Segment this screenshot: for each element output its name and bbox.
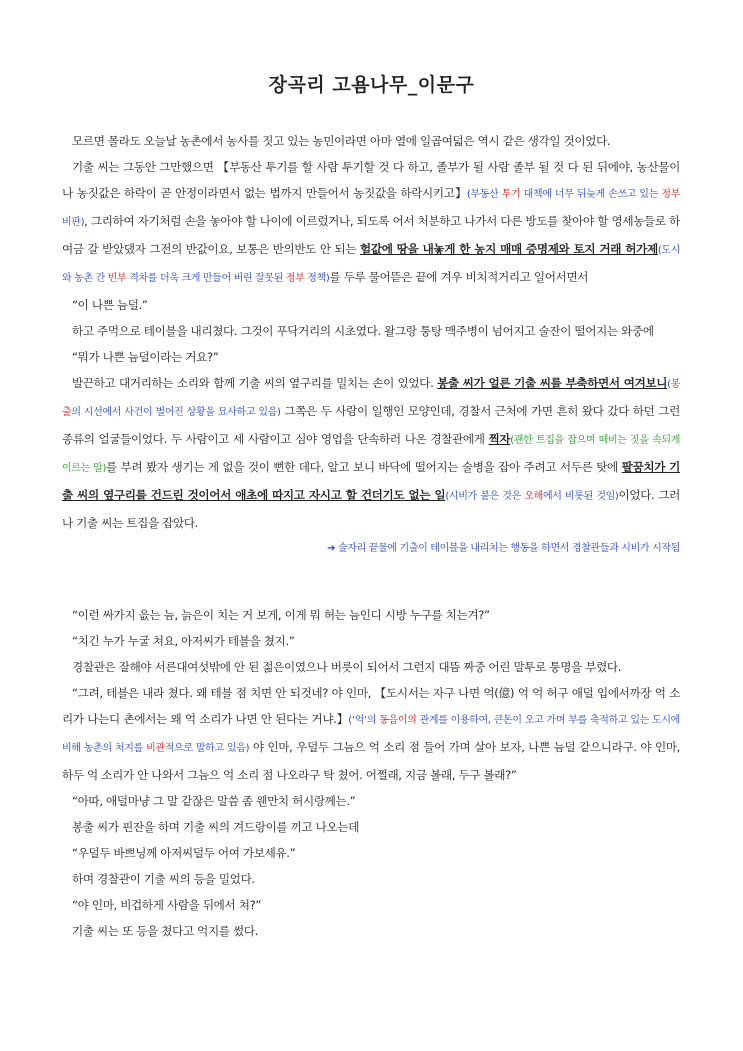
- paragraph: [62, 814, 680, 840]
- paragraph: [62, 680, 680, 788]
- annotation: (‘억’의 동음이의 관계를 이용하여, 큰돈이 오고 가며 부를 축적하고 있는 도시에 비해 농촌의 처지를 비관적으로 말하고 있음): [62, 715, 680, 754]
- paragraph: [62, 292, 680, 318]
- summary-note: [62, 536, 680, 562]
- annotation: (시비가 붙은 것은 오해에서 비롯된 것임): [445, 491, 619, 502]
- underlined-text: 봉출 씨가 얼른 기출 씨를 부축하면서 여겨보니: [437, 376, 668, 390]
- paragraph: [62, 840, 680, 866]
- paragraph: [62, 318, 680, 344]
- text-block-2: [62, 602, 680, 944]
- dialogue-text: “우덜두 바쁘닝께 아저씨덜두 어여 가보세유.”: [72, 846, 296, 860]
- annotation: (봉출의 시선에서 사건이 벌어진 상황을 묘사하고 있음): [62, 379, 680, 418]
- paragraph-text: 기출 씨는 또 등을 쳤다고 억지를 썼다.: [72, 924, 259, 938]
- document-title: 장곡리 고욤나무_이문구: [268, 74, 475, 96]
- paragraph-text: 를 두루 물어뜯은 끝에 겨우 비치적거리고 일어서면서: [329, 270, 589, 284]
- dialogue-text: “아따, 애덜마냥 그 말 같잖은 말씀 좀 웬만치 허시랑께는.”: [72, 794, 356, 808]
- dialogue-text: “이 나쁜 늠덜.”: [72, 298, 148, 312]
- paragraph-text: 봉출 씨가 핀잔을 하며 기출 씨의 겨드랑이를 끼고 나오는데: [72, 820, 360, 834]
- paragraph: [62, 892, 680, 918]
- dialogue-text: “뭐가 나쁜 늠덜이라는 거요?”: [72, 350, 219, 364]
- paragraph: [62, 654, 680, 680]
- text-block-1: [62, 128, 680, 562]
- right-arrow-icon: ➔: [327, 543, 336, 554]
- paragraph-text: 를 부려 봤자 생기는 게 없을 것이 뻔한 데다, 알고 보니 바닥에 떨어지는 술병을 잡아 주려고 서두른 탓에: [106, 460, 622, 474]
- paragraph-text: 발끈하고 대거리하는 소리와 함께 기출 씨의 옆구리를 밀치는 손이 있었다.: [72, 376, 438, 390]
- underlined-text: 팔꿈치가 기출 씨의 옆구리를 건드린 것이어서 애초에 따지고 자시고 할 건더기도 없는 일: [62, 460, 680, 502]
- paragraph: [62, 602, 680, 628]
- paragraph: [62, 344, 680, 370]
- paragraph-text: 하고 주먹으로 테이블을 내리쳤다. 그것이 푸닥거리의 시초였다. 왈그랑 퉁탕 맥주병이 넘어지고 술잔이 떨어지는 와중에: [72, 324, 654, 338]
- paragraph-text: 이었다. 그러나 기출 씨는 트집을 잡았다.: [62, 488, 681, 530]
- paragraph: [62, 918, 680, 944]
- paragraph-text: 모르면 몰라도 오늘날 농촌에서 농사를 짓고 있는 농민이라면 아마 열에 일곱여덟은 역시 같은 생각일 것이었다.: [72, 134, 611, 148]
- paragraph-text: 하며 경찰관이 기출 씨의 등을 밀었다.: [72, 872, 255, 886]
- paragraph-text: , 그리하여 자기처럼 손을 놓아야 할 나이에 이르렀거나, 되도록 어서 처분하고 나가서 다른 방도를 찾아야 할 영세농들로 하여금 갈 받았댔자 그전의 반값이요, 보통은 반의반도 안 되는: [62, 214, 680, 256]
- paragraph: [62, 866, 680, 892]
- paragraph: [62, 628, 680, 654]
- dialogue-text: “치긴 누가 누굴 쳐요, 아저씨가 테블을 쳤지.”: [72, 634, 295, 648]
- annotation: (괜한 트집을 잡으며 떼비는 짓을 속되게 이르는 말): [62, 435, 681, 474]
- paragraph: [62, 154, 680, 292]
- paragraph: [62, 370, 680, 536]
- annotation: (도시와 농촌 간 빈부 격차를 더욱 크게 만들어 버린 잘못된 정부 정책): [62, 245, 680, 284]
- underlined-text: 찍자: [488, 432, 511, 446]
- underlined-text: 헐값에 땅을 내놓게 한 농지 매매 증명제와 토지 거래 허가제: [360, 242, 658, 256]
- dialogue-text: “이런 싸가지 읎는 늠, 늙은이 치는 거 보게, 이게 뭐 허는 늠인디 시방 누구를 치는겨?”: [72, 608, 490, 622]
- annotation: (부동산 투기 대책에 너무 뒤늦게 손쓰고 있는 정부 비판): [62, 189, 680, 228]
- paragraph: [62, 128, 680, 154]
- dialogue-text: 야 인마, 우덜두 그늠으 억 소리 점 들어 가며 살아 보자, 나쁜 늠덜 같으니라구. 야 인마, 하두 억 소리가 안 나와서 그늠으 억 소리 점 나오라구 탁 쳤어. 어쩔래, 지금 볼래, 두구 볼래?”: [62, 740, 680, 782]
- summary-note-text: 술자리 끝물에 기출이 테이블을 내리치는 행동을 하면서 경찰관들과 시비가 시작됨: [338, 543, 680, 554]
- paragraph: [62, 788, 680, 814]
- paragraph-text: 경찰관은 잘해야 서른대여섯밖에 안 된 젊은이였으나 버릇이 되어서 그런지 대뜸 짜중 어린 말투로 퉁명을 부렸다.: [72, 660, 622, 674]
- paragraph-text: 기출 씨는 그동안 그만했으면 【부동산 투기를 할 사람 투기할 것 다 하고, 졸부가 될 사람 졸부 될 것 다 된 뒤에야, 농산물이나 농짓값은 하락이 곧 안정이라면서 없는 법까지 만들어서 농짓값을 하락시키고】: [62, 160, 680, 200]
- paragraph-text: 그쪽은 두 사람이 일행인 모양인데, 경찰서 근처에 가면 흔히 왔다 갔다 하던 그런 종류의 얼굴들이었다. 두 사람이고 세 사람이고 심야 영업을 단속하러 나온 경찰관에게: [62, 404, 680, 446]
- dialogue-text: “야 인마, 비겁하게 사람을 뒤에서 쳐?”: [72, 898, 262, 912]
- dialogue-text: “그려, 테블은 내라 쳤다. 왜 테블 점 치면 안 되것네? 야 인마, 【도시서는 자구 나면 억(億) 억 억 허구 애덜 입에서까장 억 소리가 나는디 촌에서는 왜 억 소리가 나면 안 된다는 거냐.】: [62, 686, 680, 726]
